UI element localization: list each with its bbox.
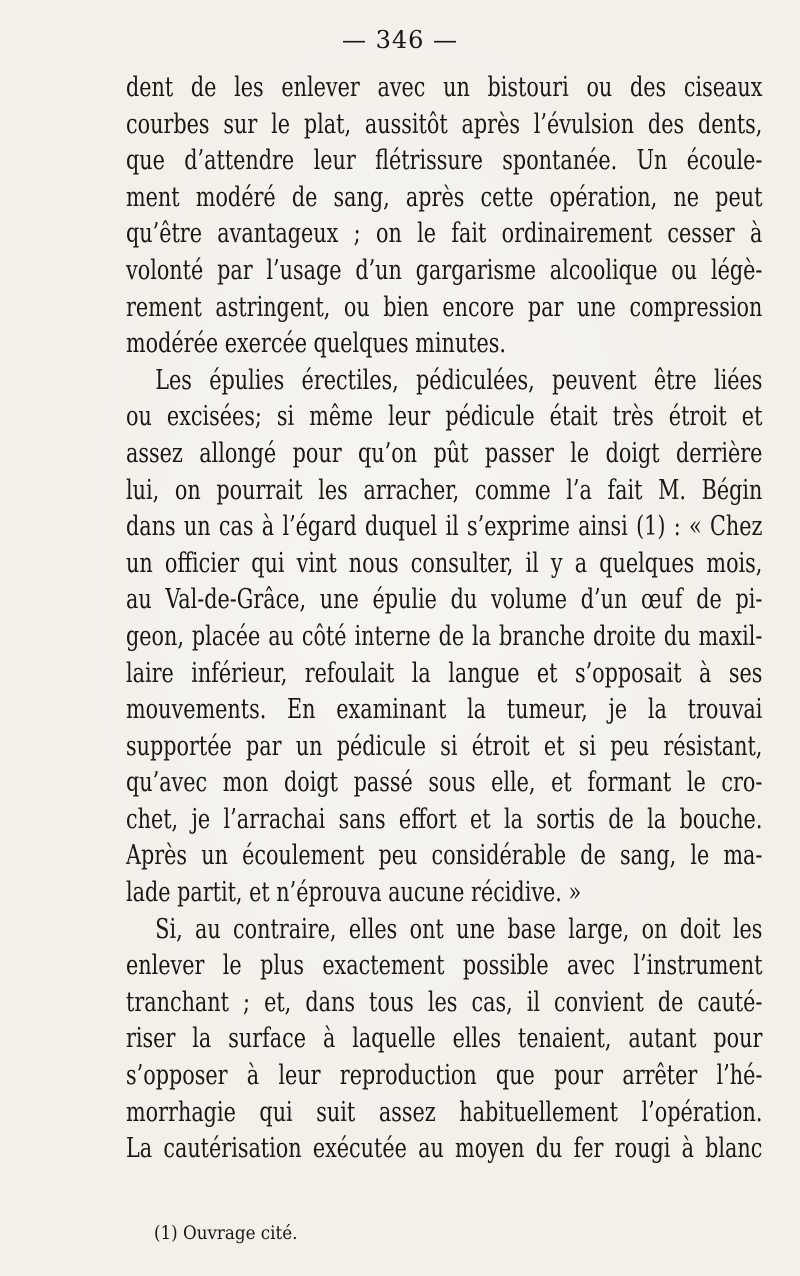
text-line: enlever le plus exactement possible avec l’instrument: [126, 950, 763, 982]
text-line: Les épulies érectiles, pédiculées, peuvent être liées: [155, 364, 763, 396]
text-line: Après un écoulement peu considérable de sang, le ma-: [126, 840, 763, 872]
text-line: lui, on pourrait les arracher, comme l’a fait M. Bégin: [126, 474, 763, 506]
text-line: riser la surface à laquelle elles tenaient, autant pour: [126, 1023, 763, 1055]
text-line: volonté par l’usage d’un gargarisme alcoolique ou légè-: [126, 254, 763, 286]
text-line: rement astringent, ou bien encore par une compression: [126, 291, 763, 323]
body-text: [126, 70, 762, 1168]
footnote: (1) Ouvrage cité.: [154, 1222, 298, 1244]
text-line: au Val-de-Grâce, une épulie du volume d’un œuf de pi-: [126, 584, 763, 616]
text-line: tranchant ; et, dans tous les cas, il convient de cauté-: [126, 986, 763, 1018]
text-line: mouvements. En examinant la tumeur, je la trouvai: [126, 694, 763, 726]
text-line: Si, au contraire, elles ont une base large, on doit les: [155, 913, 763, 945]
text-line: qu’avec mon doigt passé sous elle, et formant le cro-: [126, 767, 763, 799]
text-line: ou excisées; si même leur pédicule était très étroit et: [126, 401, 763, 433]
text-line: geon, placée au côté interne de la branche droite du maxil-: [126, 620, 763, 652]
text-line: lade partit, et n’éprouva aucune récidive. »: [126, 877, 582, 909]
text-line: courbes sur le plat, aussitôt après l’évulsion des dents,: [126, 108, 763, 140]
text-line: assez allongé pour qu’on pût passer le doigt derrière: [126, 437, 763, 469]
text-line: dans un cas à l’égard duquel il s’exprime ainsi (1) : « Chez: [126, 511, 763, 543]
text-line: que d’attendre leur flétrissure spontanée. Un écoule-: [126, 145, 763, 177]
text-line: ment modéré de sang, après cette opération, ne peut: [126, 181, 763, 213]
page-number: — 346 —: [341, 26, 459, 54]
text-line: chet, je l’arrachai sans effort et la sortis de la bouche.: [126, 803, 763, 835]
text-line: dent de les enlever avec un bistouri ou des ciseaux: [126, 72, 763, 103]
text-line: un officier qui vint nous consulter, il y a quelques mois,: [126, 547, 763, 579]
text-line: qu’être avantageux ; on le fait ordinairement cesser à: [126, 218, 763, 250]
text-line: morrhagie qui suit assez habituellement l’opération.: [126, 1096, 763, 1128]
text-line: supportée par un pédicule si étroit et si peu résistant,: [126, 730, 763, 762]
text-line: laire inférieur, refoulait la langue et s’opposait à ses: [126, 657, 763, 689]
text-line: s’opposer à leur reproduction que pour arrêter l’hé-: [126, 1060, 763, 1092]
text-line: modérée exercée quelques minutes.: [126, 328, 506, 360]
text-line: La cautérisation exécutée au moyen du fer rougi à blanc: [126, 1133, 763, 1165]
